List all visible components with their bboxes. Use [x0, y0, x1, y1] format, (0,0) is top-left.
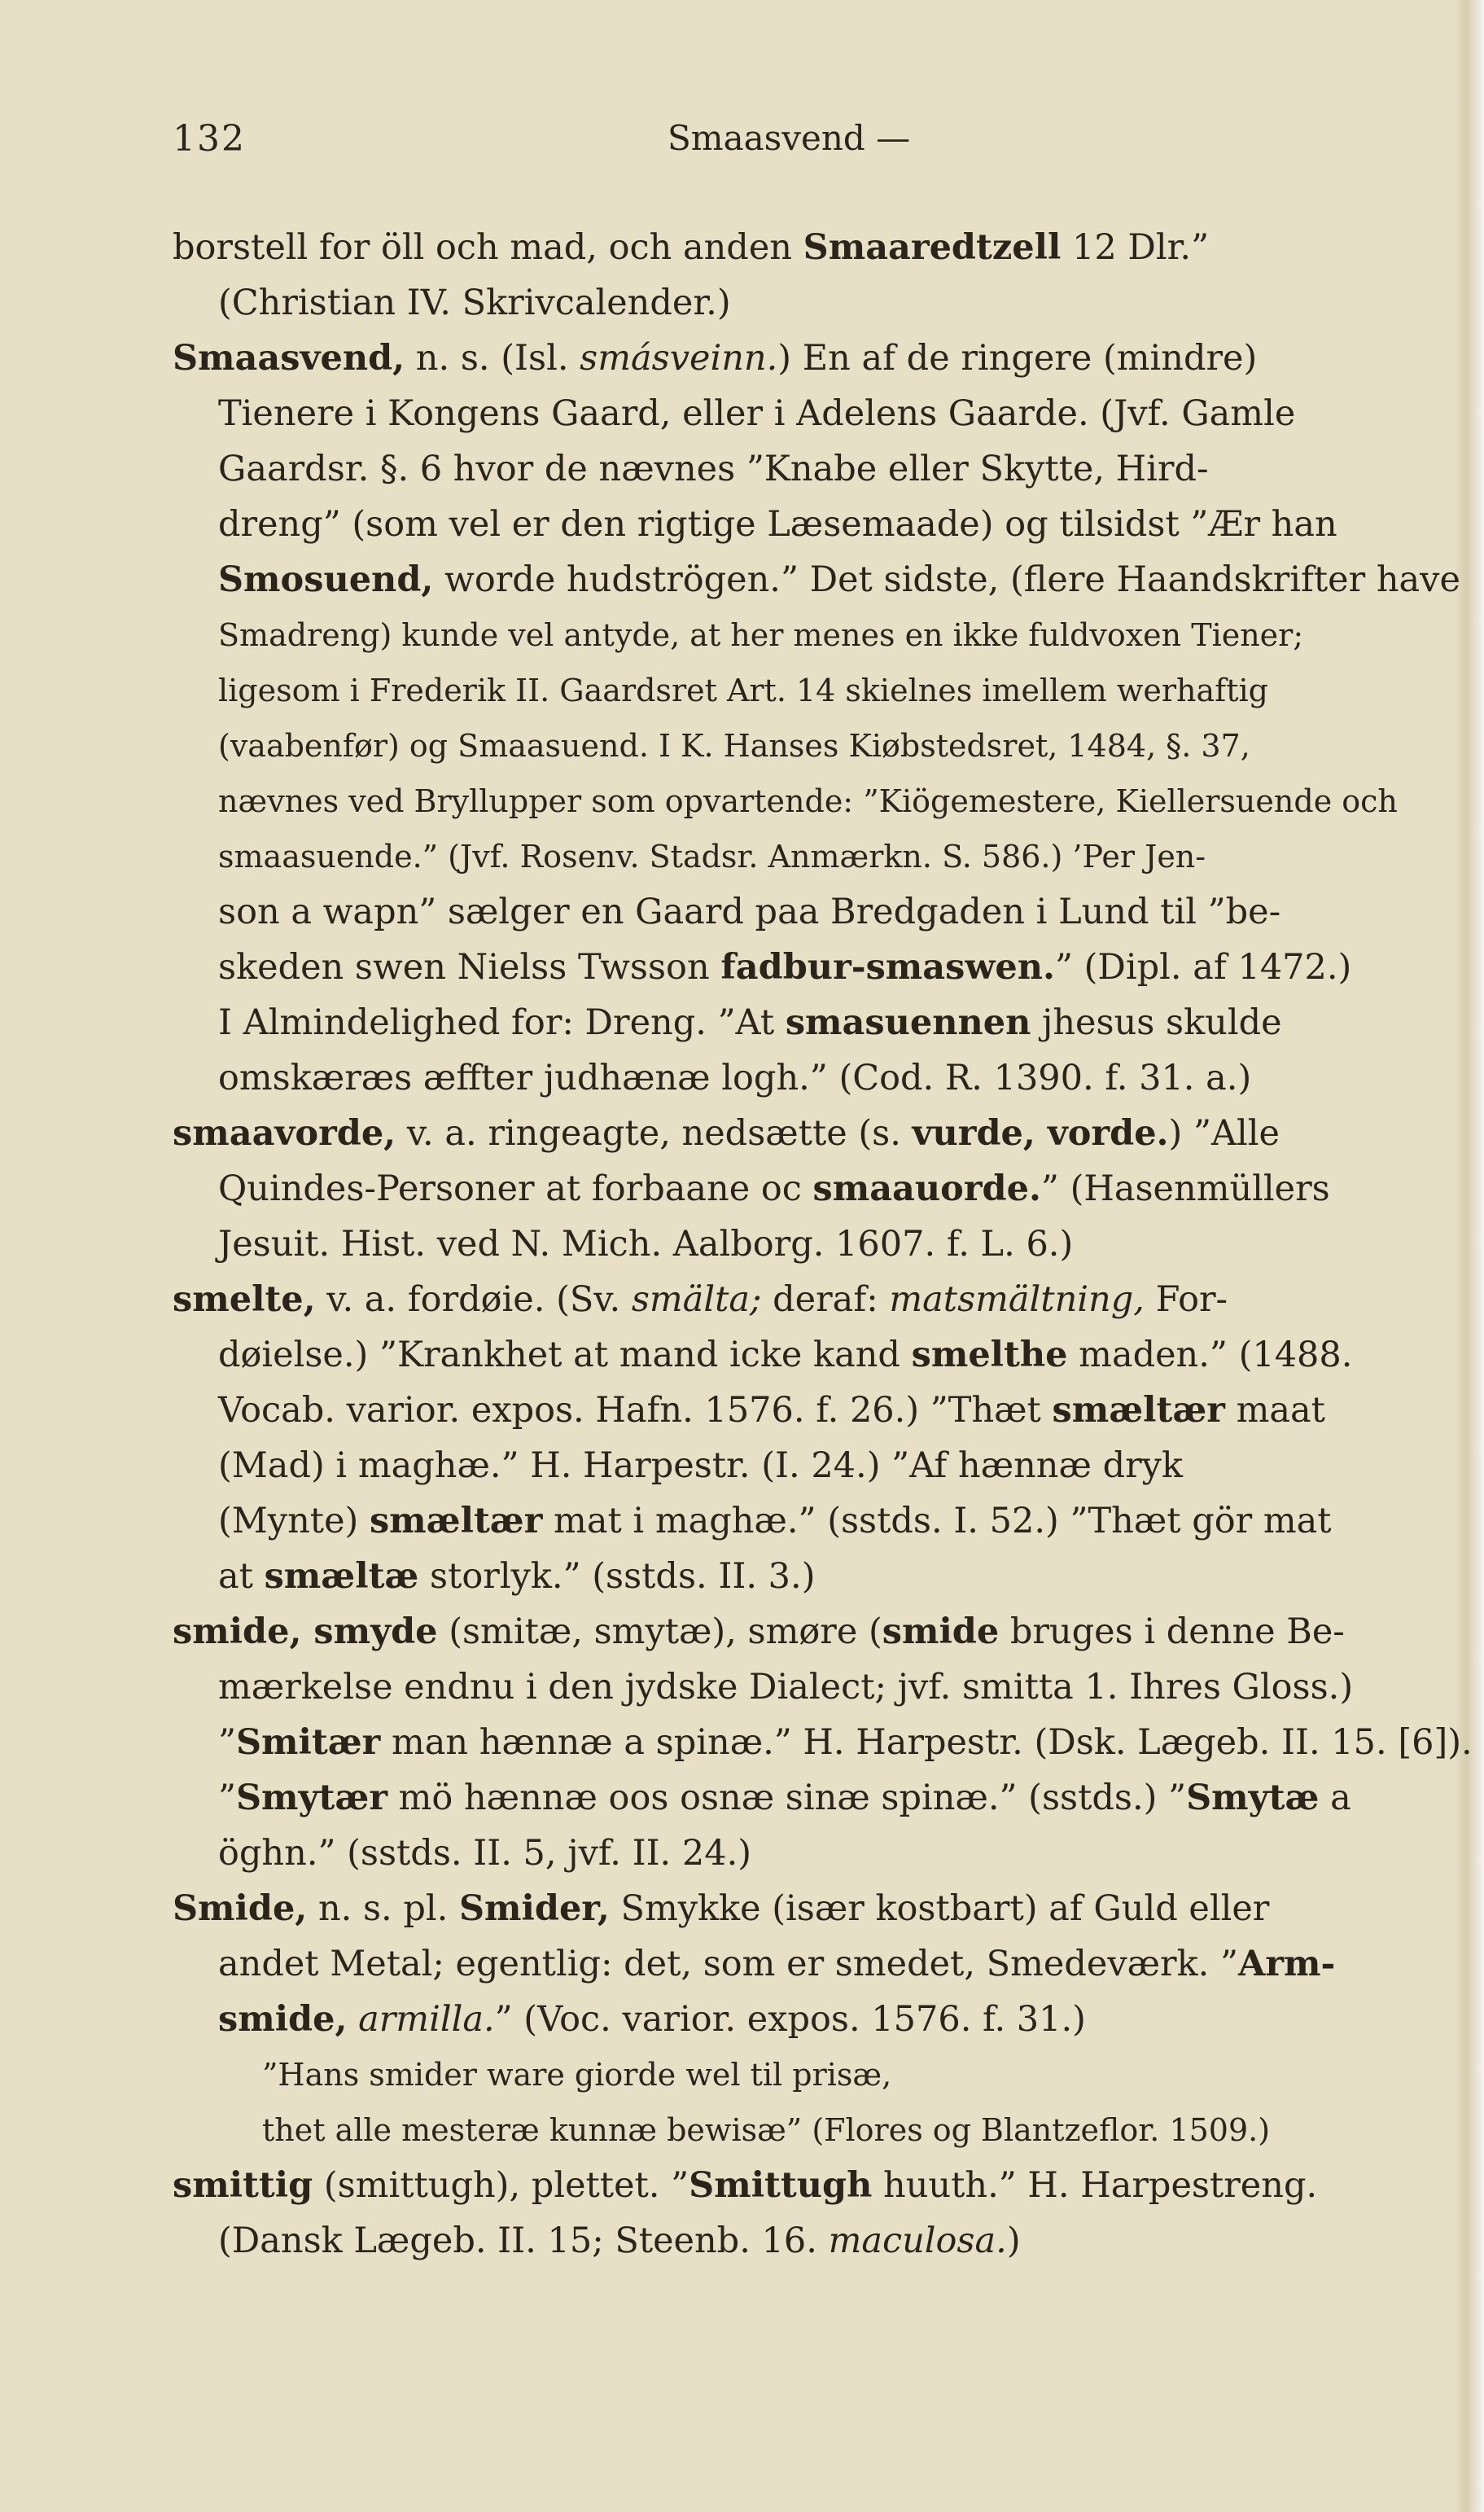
page-header — [0, 118, 1484, 175]
text-segment: v. a. ringeagte, nedsætte (s. — [396, 1113, 913, 1154]
dictionary-text — [173, 220, 1473, 2269]
entry-line-smide — [173, 1604, 1402, 1659]
text-line — [173, 1493, 1402, 1549]
text-segment: (vaabenfør) og Smaasuend. I K. Hanses Kiøbstedsret, 1484, §. 37, — [218, 728, 1250, 764]
bold-term: vurde, vorde. — [912, 1113, 1169, 1154]
text-segment: maat — [1224, 1390, 1325, 1431]
text-line — [173, 663, 1402, 718]
bold-term: smelte, — [173, 1279, 316, 1320]
text-segment: ”Hans smider ware giorde wel til prisæ, — [262, 2057, 892, 2093]
text-line — [173, 940, 1402, 995]
bold-term: Smitær — [235, 1722, 381, 1763]
text-segment: Jesuit. Hist. ved N. Mich. Aalborg. 1607. f. L. 6.) — [218, 1224, 1074, 1265]
italic-term: armilla. — [358, 1999, 495, 2040]
text-line — [173, 1992, 1402, 2047]
bold-term: smæltæ — [264, 1556, 419, 1597]
text-segment: borstell for öll och mad, och anden — [173, 227, 803, 268]
text-line — [173, 1715, 1473, 1770]
text-segment: ) ”Alle — [1168, 1113, 1280, 1154]
text-segment: mærkelse endnu i den jydske Dialect; jvf. smitta 1. Ihres Gloss.) — [218, 1667, 1354, 1708]
text-segment — [347, 1999, 358, 2040]
text-line — [173, 275, 1402, 331]
bold-term: fadbur-smaswen. — [720, 947, 1055, 988]
bold-term: Smytær — [235, 1778, 387, 1818]
text-segment: (Mad) i maghæ.” H. Harpestr. (I. 24.) ”Af hænnæ dryk — [218, 1445, 1184, 1486]
text-segment: ” — [218, 1778, 236, 1818]
text-segment: mö hænnæ oos osnæ sinæ spinæ.” (sstds.) ” — [387, 1778, 1187, 1818]
text-segment: ” (Voc. varior. expos. 1576. f. 31.) — [494, 1999, 1086, 2040]
bold-term: Smosuend, — [218, 559, 434, 600]
text-segment: a — [1319, 1778, 1351, 1818]
text-segment: Smadreng) kunde vel antyde, at her menes en ikke fuldvoxen Tiener; — [218, 617, 1304, 653]
text-line — [173, 220, 1402, 275]
text-line — [173, 1383, 1402, 1438]
text-segment: Tienere i Kongens Gaard, eller i Adelens Gaarde. (Jvf. Gamle — [218, 393, 1296, 434]
page-edge — [1455, 0, 1484, 2512]
text-segment: n. s. pl. — [307, 1888, 459, 1929]
entry-line-smaasvend — [173, 331, 1402, 386]
entry-line-smaavorde — [173, 1106, 1402, 1161]
bold-term: Smider, — [459, 1888, 610, 1929]
italic-term: matsmältning, — [889, 1279, 1145, 1320]
text-line — [173, 1327, 1402, 1383]
text-segment: nævnes ved Bryllupper som opvartende: ”Kiögemestere, Kiellersuende och — [218, 783, 1398, 819]
bold-term: smelthe — [911, 1335, 1068, 1375]
text-line — [173, 552, 1460, 607]
text-segment: skeden swen Nielss Twsson — [218, 947, 721, 988]
text-segment: For- — [1144, 1279, 1228, 1320]
text-segment: Vocab. varior. expos. Hafn. 1576. f. 26.) ”Thæt — [218, 1390, 1053, 1431]
text-segment: døielse.) ”Krankhet at mand icke kand — [218, 1335, 912, 1375]
text-segment: storlyk.” (sstds. II. 3.) — [418, 1556, 816, 1597]
text-line — [173, 607, 1402, 663]
text-segment: v. a. fordøie. (Sv. — [315, 1279, 632, 1320]
entry-line-smittig — [173, 2158, 1402, 2213]
text-segment: maden.” (1488. — [1067, 1335, 1353, 1375]
bold-term: Smide, — [173, 1888, 308, 1929]
text-line — [173, 1161, 1402, 1217]
running-title: Smaasvend — — [668, 118, 911, 158]
text-segment: Quindes-Personer at forbaane oc — [218, 1168, 813, 1209]
text-segment: (Mynte) — [218, 1501, 370, 1541]
text-line — [173, 995, 1402, 1050]
text-segment: man hænnæ a spinæ.” H. Harpestr. (Dsk. Lægeb. II. 15. [6]). — [380, 1722, 1473, 1763]
bold-term: smaauorde. — [812, 1168, 1041, 1209]
text-segment: mat i maghæ.” (sstds. I. 52.) ”Thæt gör mat — [542, 1501, 1332, 1541]
text-segment: son a wapn” sælger en Gaard paa Bredgaden i Lund til ”be- — [218, 892, 1281, 932]
text-segment: at — [218, 1556, 265, 1597]
entry-line-smide-noun — [173, 1881, 1402, 1936]
text-line — [173, 774, 1402, 829]
text-segment: (Dansk Lægeb. II. 15; Steenb. 16. — [218, 2220, 829, 2261]
text-segment: bruges i denne Be- — [999, 1611, 1345, 1652]
italic-term: smälta; — [631, 1279, 762, 1320]
bold-term: Smittugh — [689, 2165, 873, 2206]
bold-term: Smytæ — [1186, 1778, 1320, 1818]
verse-line — [173, 2102, 1402, 2158]
text-segment: ” — [218, 1722, 236, 1763]
text-segment: I Almindelighed for: Dreng. ”At — [218, 1002, 786, 1043]
text-line — [173, 1770, 1402, 1826]
text-segment: n. s. (Isl. — [405, 338, 580, 379]
text-segment: smaasuende.” (Jvf. Rosenv. Stadsr. Anmærkn. S. 586.) ’Per Jen- — [218, 839, 1206, 875]
text-line — [173, 1050, 1402, 1106]
text-line — [173, 884, 1402, 940]
bold-term: smasuennen — [785, 1002, 1031, 1043]
text-segment: öghn.” (sstds. II. 5, jvf. II. 24.) — [218, 1833, 752, 1874]
text-segment: Gaardsr. §. 6 hvor de nævnes ”Knabe eller Skytte, Hird- — [218, 449, 1209, 489]
verse-line — [173, 2047, 1402, 2102]
text-segment: (smitæ, smytæ), smøre ( — [437, 1611, 882, 1652]
text-line — [173, 1936, 1402, 1992]
bold-term: smaavorde, — [173, 1113, 396, 1154]
italic-term: smásveinn. — [580, 338, 778, 379]
text-segment: (Christian IV. Skrivcalender.) — [218, 283, 731, 323]
page-number: 132 — [173, 118, 246, 160]
text-line — [173, 1217, 1402, 1272]
text-segment: worde hudströgen.” Det sidste, (flere Haandskrifter have — [433, 559, 1460, 600]
bold-term: smæltær — [369, 1501, 543, 1541]
text-segment: ) En af de ringere (mindre) — [777, 338, 1258, 379]
text-segment: deraf: — [761, 1279, 890, 1320]
text-line — [173, 1826, 1402, 1881]
bold-term: Arm- — [1237, 1944, 1336, 1984]
text-segment: omskæræs æffter judhænæ logh.” (Cod. R. 1390. f. 31. a.) — [218, 1058, 1252, 1098]
bold-term: smittig — [173, 2165, 313, 2206]
entry-line-smelte — [173, 1272, 1402, 1327]
text-line — [173, 497, 1402, 552]
text-segment: ” (Hasenmüllers — [1040, 1168, 1330, 1209]
bold-term: smæltær — [1052, 1390, 1225, 1431]
text-segment: thet alle mesteræ kunnæ bewisæ” (Flores og Blantzeflor. 1509.) — [262, 2112, 1271, 2148]
text-segment: ) — [1006, 2220, 1021, 2261]
text-line — [173, 2213, 1402, 2269]
bold-term: Smaasvend, — [173, 338, 405, 379]
text-line — [173, 1659, 1402, 1715]
italic-term: maculosa. — [828, 2220, 1007, 2261]
text-segment: ligesom i Frederik II. Gaardsret Art. 14 skielnes imellem werhaftig — [218, 673, 1268, 708]
bold-term: smide, smyde — [173, 1611, 438, 1652]
bold-term: smide — [882, 1611, 1000, 1652]
text-segment: ” (Dipl. af 1472.) — [1054, 947, 1352, 988]
text-segment: Smykke (især kostbart) af Guld eller — [609, 1888, 1270, 1929]
text-line — [173, 1438, 1402, 1493]
text-line — [173, 718, 1402, 774]
text-segment: andet Metal; egentlig: det, som er smedet, Smedeværk. ” — [218, 1944, 1238, 1984]
bold-term: Smaaredtzell — [803, 227, 1062, 268]
text-line — [173, 441, 1402, 497]
text-segment: dreng” (som vel er den rigtige Læsemaade) og tilsidst ”Ær han — [218, 504, 1337, 545]
text-segment: 12 Dlr.” — [1061, 227, 1210, 268]
text-segment: huuth.” H. Harpestreng. — [872, 2165, 1318, 2206]
text-line — [173, 1549, 1402, 1604]
text-line — [173, 386, 1402, 441]
bold-term: smide, — [218, 1999, 348, 2040]
text-segment: jhesus skulde — [1031, 1002, 1282, 1043]
text-line — [173, 829, 1402, 884]
text-segment: (smittugh), plettet. ” — [313, 2165, 689, 2206]
